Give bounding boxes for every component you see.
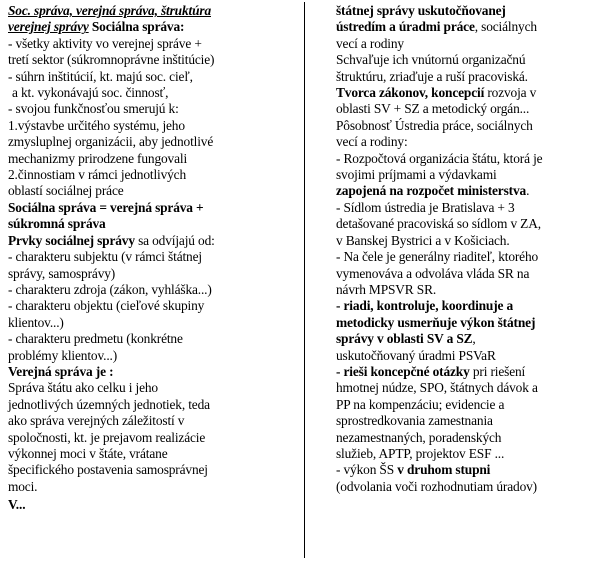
text-tail: rozvoja v — [484, 85, 537, 101]
prvky-heading-line — [8, 233, 290, 249]
text-line: služieb, APTP, projektov ESF ... — [336, 445, 505, 461]
cut-off-line: V... — [8, 497, 26, 513]
text-line — [336, 85, 594, 101]
text-tail: , — [472, 331, 476, 347]
text-line: výkonnej moci v štáte, vrátane — [8, 445, 168, 461]
text-line: oblastí sociálnej práce — [8, 183, 124, 199]
text-line — [336, 364, 594, 380]
heading-line-1 — [8, 3, 290, 19]
text-line: v Banskej Bystrici a v Košiciach. — [336, 232, 510, 248]
text-line: tretí sektor (súkromnoprávne inštitúcie) — [8, 52, 215, 68]
text-head: - výkon ŠS — [336, 462, 398, 478]
sa-term: Sociálna správa = — [8, 199, 111, 215]
text-line: detašované pracoviská so sídlom v ZA, — [336, 216, 541, 232]
text-line: 1.výstavbe určitého systému, jeho — [8, 117, 185, 133]
text-line: a kt. vykonávajú soc. činnosť, — [12, 85, 169, 101]
text-line: - charakteru subjektu (v rámci štátnej — [8, 249, 202, 265]
bold-phrase: Tvorca zákonov, koncepcií — [336, 85, 485, 101]
sa-def-part: verejná správa + — [110, 199, 204, 215]
text-line: ako správa verejných záležitostí v — [8, 413, 185, 429]
left-column — [8, 3, 290, 514]
sa-definition-line-1 — [8, 200, 290, 216]
text-line: klientov...) — [8, 314, 64, 330]
heading-line-2 — [8, 19, 290, 35]
document-heading-cont: verejnej správy — [8, 19, 89, 35]
text-line: - riadi, kontroluje, koordinuje a — [336, 298, 514, 314]
text-line: vymenováva a odvoláva vláda SR na — [336, 265, 530, 281]
document-heading: Soc. správa, verejná správa, štruktúra — [8, 3, 211, 18]
text-line: - charakteru objektu (cieľové skupiny — [8, 298, 205, 314]
socialna-sprava-heading: Sociálna správa: — [88, 19, 185, 35]
text-line: - všetky aktivity vo verejnej správe + — [8, 35, 202, 51]
text-line: zmysluplnej organizácii, aby jednotlivé — [8, 134, 214, 150]
text-line: spoločnosti, kt. je prejavom realizácie — [8, 429, 206, 445]
text-line: - Sídlom ústredia je Bratislava + 3 — [336, 199, 515, 215]
bold-phrase: v druhom stupni — [397, 462, 491, 478]
text-line — [336, 462, 594, 478]
text-line: mechanizmy prirodzene fungovali — [8, 150, 188, 166]
text-line: problémy klientov...) — [8, 347, 118, 363]
bold-phrase: - rieši koncepčné otázky — [336, 363, 470, 379]
text-line: - Rozpočtová organizácia štátu, ktorá je — [336, 150, 543, 166]
text-line: Pôsobnosť Ústredia práce, sociálnych — [336, 117, 533, 133]
text-line: (odvolania voči rozhodnutiam úradov) — [336, 478, 537, 494]
text-line: Schvaľuje ich vnútornú organizačnú — [336, 52, 526, 68]
text-line: špecifického postavenia samosprávnej — [8, 462, 208, 478]
text-line: uskutočňovaný úradmi PSVaR — [336, 347, 496, 363]
prvky-tail: sa odvíjajú od: — [134, 232, 215, 248]
text-tail: . — [526, 183, 530, 199]
sa-definition-line-2: súkromná správa — [8, 216, 106, 232]
text-line: správy, samosprávy) — [8, 265, 116, 281]
text-line: oblasti SV + SZ a metodický orgán... — [336, 101, 530, 117]
text-line: vecí a rodiny: — [336, 134, 408, 150]
text-line — [336, 19, 594, 35]
text-line: PP na kompenzáciu; evidencie a — [336, 396, 505, 412]
bold-phrase: zapojená na rozpočet ministerstva — [336, 183, 527, 199]
text-line: svojimi príjmami a výdavkami — [336, 167, 497, 183]
text-line: nezamestnaných, poradenských — [336, 429, 502, 445]
text-line: vecí a rodiny — [336, 35, 404, 51]
text-tail: pri riešení — [469, 363, 526, 379]
column-divider — [304, 2, 305, 558]
text-tail: , sociálnych — [474, 19, 537, 35]
text-line: - charakteru zdroja (zákon, vyhláška...) — [8, 281, 212, 297]
text-line: 2.činnostiam v rámci jednotlivých — [8, 167, 187, 183]
text-line: návrh MPSVR SR. — [336, 281, 437, 297]
text-line: jednotlivých územných jednotiek, teda — [8, 396, 210, 412]
bold-phrase: ústredím a úradmi práce — [336, 19, 475, 35]
verejna-sprava-heading: Verejná správa je : — [8, 363, 114, 379]
text-line: Správa štátu ako celku i jeho — [8, 380, 158, 396]
text-line — [336, 331, 594, 347]
text-line — [336, 183, 594, 199]
text-line: - Na čele je generálny riaditeľ, ktorého — [336, 249, 539, 265]
right-column — [336, 3, 594, 495]
text-line: metodicky usmerňuje výkon štátnej — [336, 314, 536, 330]
text-line: moci. — [8, 478, 38, 494]
text-line: štruktúru, zriaďuje a ruší pracoviská. — [336, 68, 528, 84]
text-line: štátnej správy uskutočňovanej — [336, 3, 506, 18]
prvky-heading: Prvky sociálnej správy — [8, 232, 135, 248]
text-line: - charakteru predmetu (konkrétne — [8, 331, 183, 347]
text-line: sprostredkovania zamestnania — [336, 413, 493, 429]
text-line: hmotnej núdze, SPO, štátnych dávok a — [336, 380, 538, 396]
text-line: - svojou funkčnosťou smerujú k: — [8, 101, 179, 117]
text-line: - súhrn inštitúcií, kt. majú soc. cieľ, — [8, 68, 193, 84]
bold-phrase: správy v oblasti SV a SZ — [336, 331, 473, 347]
